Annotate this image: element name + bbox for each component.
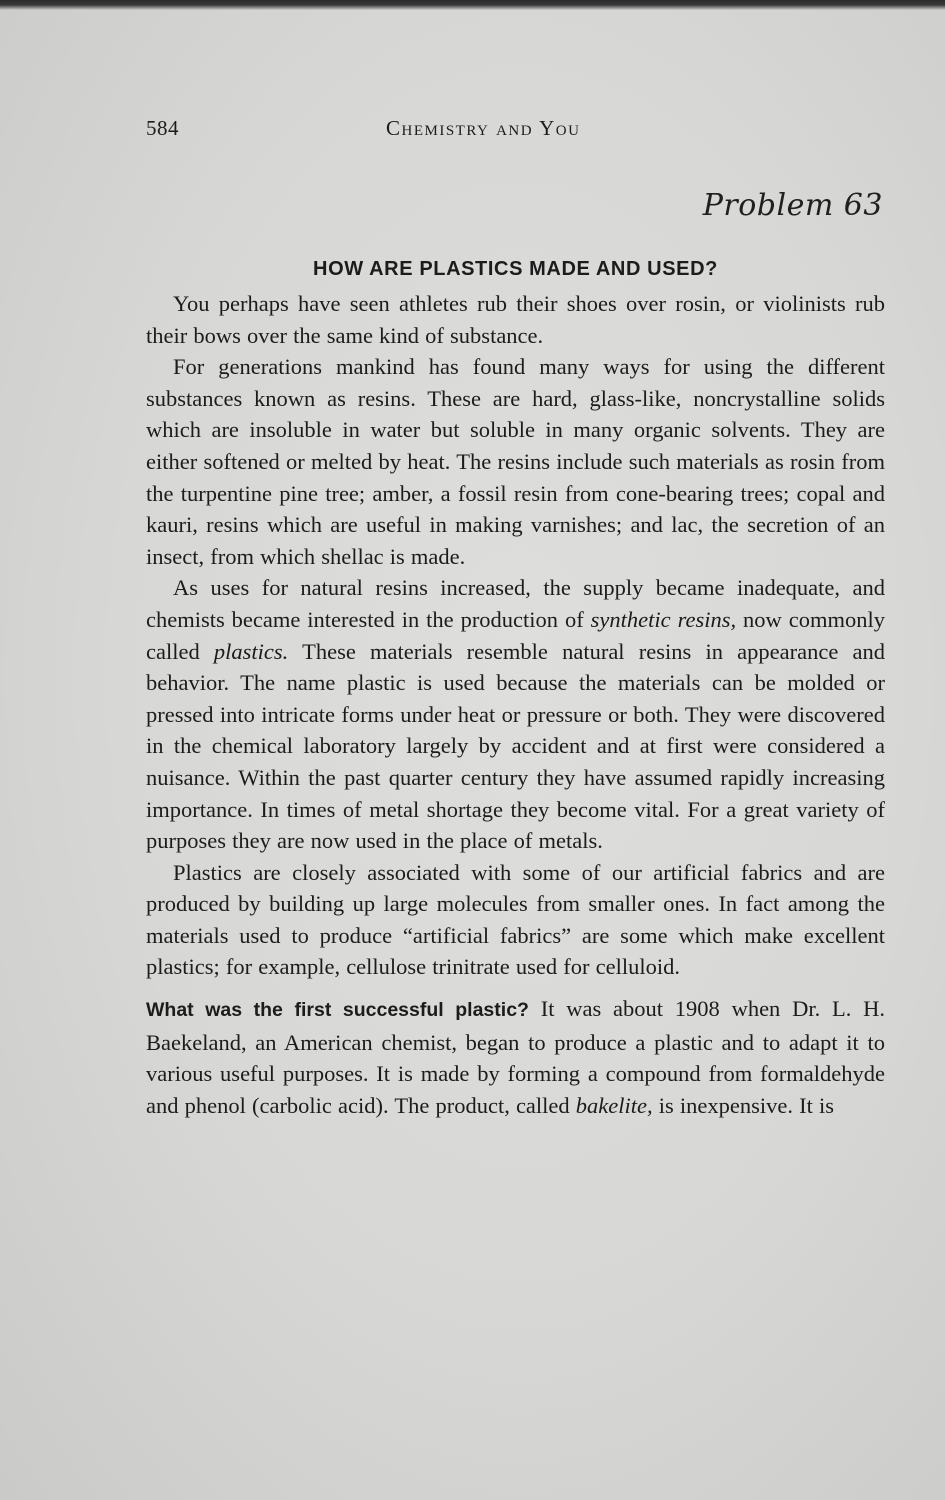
question-heading: What was the first successful plastic?	[146, 999, 529, 1022]
page-number: 584	[146, 116, 179, 140]
paragraph-3	[146, 572, 885, 856]
paragraph-5-part-a: It was about 1908 when Dr. L. H. Baekeland, an American chemist, began to produce a plastic and to adapt it to various useful purposes. It is made by forming a compound from formaldehyde and phenol (carbolic acid). The product, called	[146, 996, 886, 1118]
problem-label: Problem 63	[702, 188, 883, 223]
scan-top-edge	[0, 0, 945, 10]
page-header	[146, 116, 885, 146]
body-text	[146, 288, 885, 1121]
paragraph-3-part-e: These materials resemble natural resins in appearance and behavior. The name plastic is used because the materials can be molded or pressed into intricate forms under heat or pressure or both. They were discovered in the chemical laboratory largely by accident and at first were considered a nuisance. Within the past quarter century they have assumed rapidly increasing importance. In times of metal shortage they become vital. For a great variety of purposes they are now used in the place of metals.	[146, 638, 885, 854]
synthetic-resins-term: synthetic resins,	[590, 606, 737, 632]
running-title: Chemistry and You	[386, 116, 581, 140]
paragraph-4: Plastics are closely associated with some of our artificial fabrics and are produced by building up large molecules from smaller ones. In fact among the materials used to produce “artificial fabrics” are some which make excellent plastics; for example, cellulose trinitrate used for celluloid.	[146, 859, 885, 980]
section-title: HOW ARE PLASTICS MADE AND USED?	[313, 258, 718, 280]
paragraph-5-part-c: is inexpensive. It is	[652, 1092, 834, 1118]
plastics-term: plastics.	[213, 638, 289, 664]
bakelite-term: bakelite,	[575, 1092, 653, 1118]
paragraph-3-part-c: now commonly called	[146, 606, 885, 664]
paragraph-2: For generations mankind has found many ways for using the different substances known as resins. These are hard, glass-like, noncrystalline solids which are insoluble in water but soluble in many organic solvents. They are either softened or melted by heat. The resins include such materials as rosin from the turpentine pine tree; amber, a fossil resin from cone-bearing trees; copal and kauri, resins which are useful in making varnishes; and lac, the secretion of an insect, from which shellac is made.	[146, 354, 885, 569]
paragraph-1: You perhaps have seen athletes rub their shoes over rosin, or violinists rub their bows over the same kind of substance.	[146, 291, 885, 348]
paragraph-5	[146, 993, 885, 1121]
paragraph-3-part-a: As uses for natural resins increased, the supply became inadequate, and chemists became interested in the production of	[146, 575, 885, 632]
